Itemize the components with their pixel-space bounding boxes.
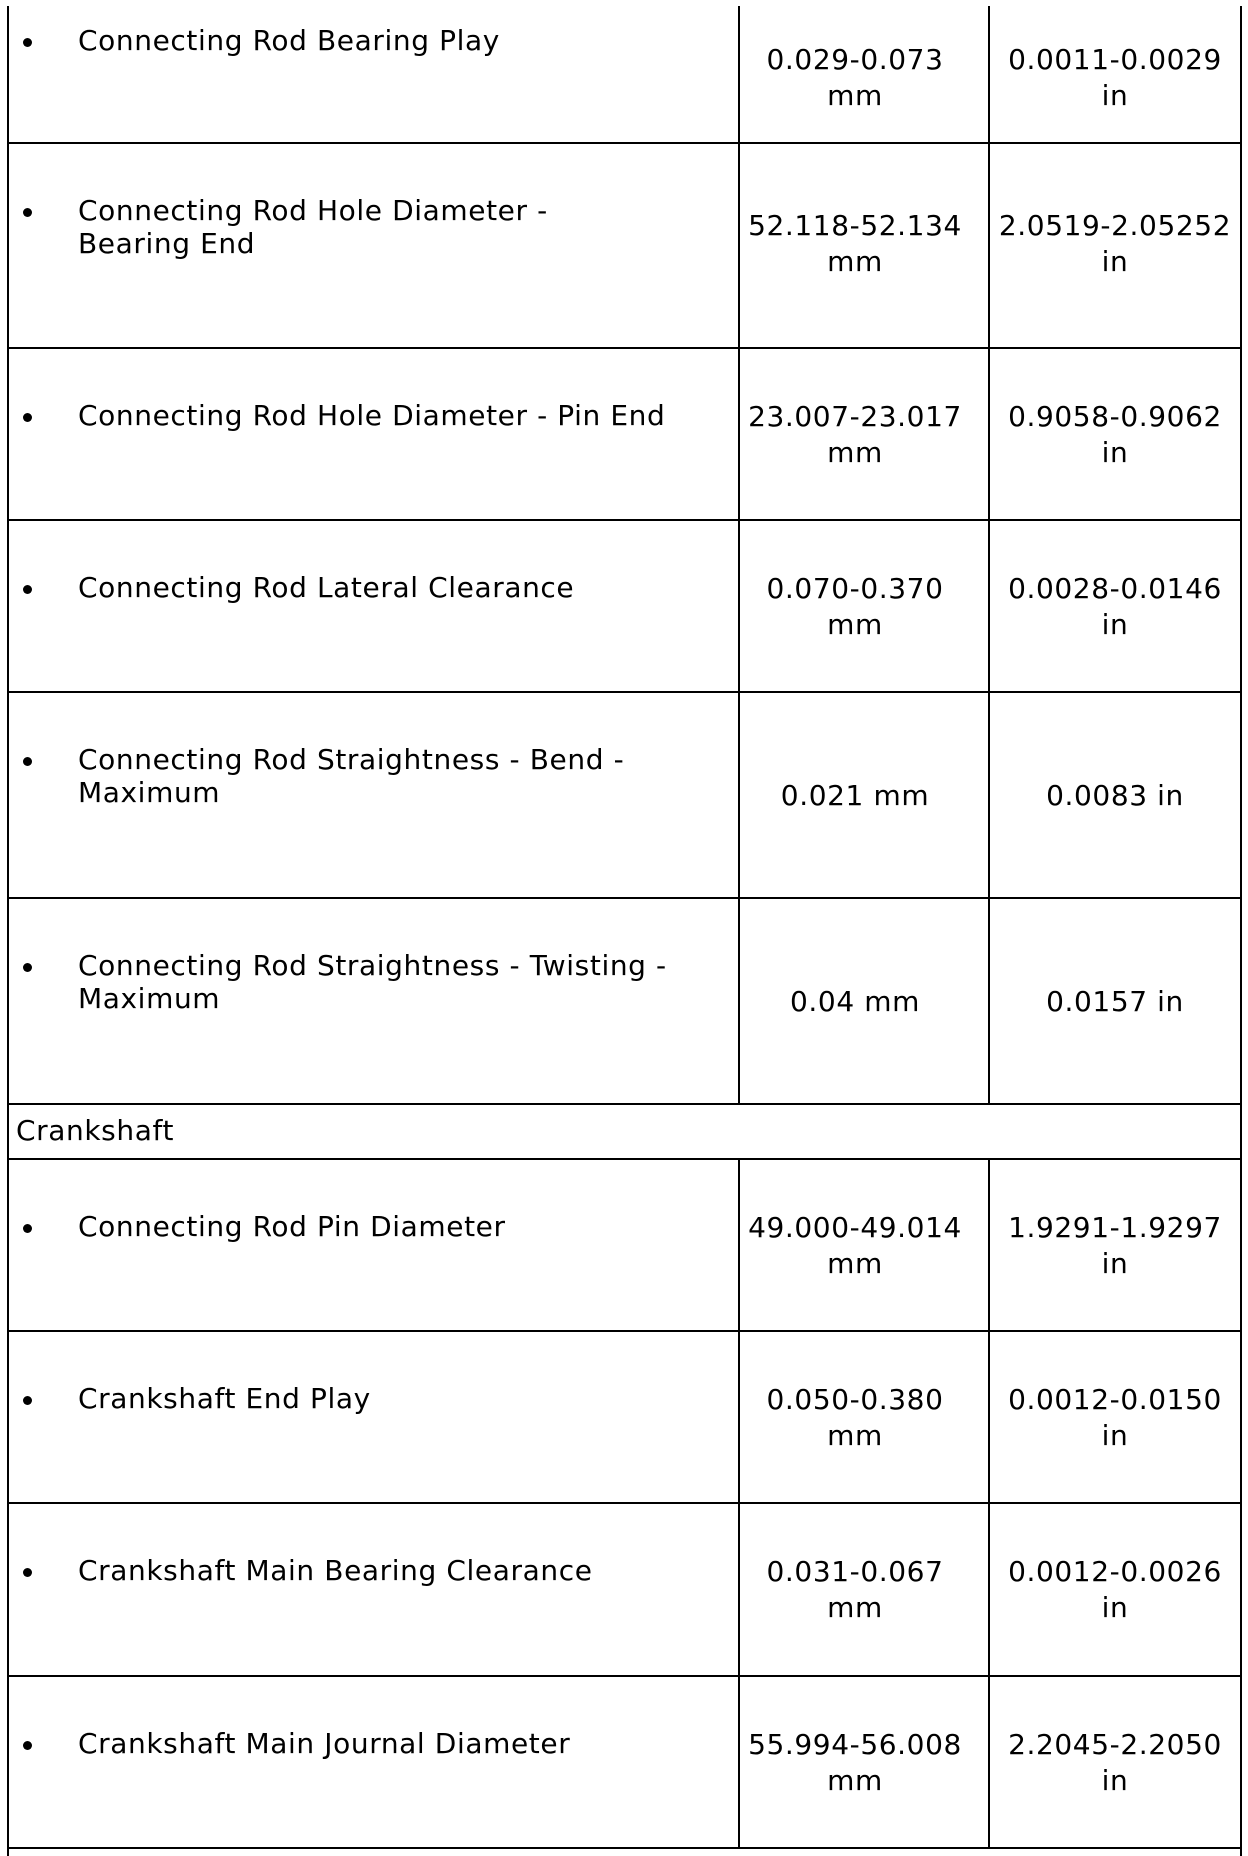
- table-row: [0, 1160, 1248, 1330]
- bullet-icon: [23, 963, 32, 972]
- spec-label: Connecting Rod Straightness - Twisting - Maximum: [78, 949, 667, 1015]
- spec-label: Connecting Rod Pin Diameter: [78, 1210, 506, 1243]
- row-divider: [8, 1847, 1242, 1849]
- table-row: [0, 899, 1248, 1103]
- spec-label: Connecting Rod Lateral Clearance: [78, 571, 575, 604]
- spec-label: Crankshaft Main Bearing Clearance: [78, 1554, 593, 1587]
- metric-value: 0.021 mm: [780, 779, 930, 812]
- bullet-icon: [23, 208, 32, 217]
- table-row: [0, 521, 1248, 691]
- bullet-icon: [23, 1568, 32, 1577]
- spec-label: Crankshaft Main Journal Diameter: [78, 1727, 571, 1760]
- table-row: [0, 1677, 1248, 1847]
- metric-value: 49.000-49.014 mm: [748, 1211, 962, 1280]
- spec-label: Connecting Rod Straightness - Bend - Maximum: [78, 743, 625, 809]
- bullet-icon: [23, 413, 32, 422]
- bullet-icon: [23, 1224, 32, 1233]
- table-row: [0, 349, 1248, 519]
- metric-value: 0.031-0.067 mm: [766, 1555, 944, 1624]
- imperial-value: 0.0157 in: [1046, 985, 1184, 1018]
- imperial-value: 1.9291-1.9297 in: [1008, 1211, 1222, 1280]
- metric-value: 0.050-0.380 mm: [766, 1383, 944, 1452]
- table-row: [0, 6, 1248, 142]
- table-row: [0, 1332, 1248, 1502]
- spec-label: Connecting Rod Hole Diameter - Pin End: [78, 399, 666, 432]
- metric-value: 55.994-56.008 mm: [748, 1728, 962, 1797]
- bullet-icon: [23, 1396, 32, 1405]
- metric-value: 0.04 mm: [790, 985, 920, 1018]
- imperial-value: 0.0012-0.0150 in: [1008, 1383, 1222, 1452]
- imperial-value: 0.0012-0.0026 in: [1008, 1555, 1222, 1624]
- metric-value: 23.007-23.017 mm: [748, 400, 962, 469]
- bullet-icon: [23, 38, 32, 47]
- bullet-icon: [23, 757, 32, 766]
- metric-value: 0.029-0.073 mm: [766, 43, 944, 112]
- spec-label: Connecting Rod Bearing Play: [78, 24, 500, 57]
- imperial-value: 0.0028-0.0146 in: [1008, 572, 1222, 641]
- imperial-value: 0.0083 in: [1046, 779, 1184, 812]
- imperial-value: 0.0011-0.0029 in: [1008, 43, 1222, 112]
- spec-label: Crankshaft End Play: [78, 1382, 371, 1415]
- row-divider: [8, 1103, 1242, 1105]
- bullet-icon: [23, 585, 32, 594]
- table-row: [0, 144, 1248, 347]
- metric-value: 0.070-0.370 mm: [766, 572, 944, 641]
- table-row: [0, 693, 1248, 897]
- metric-value: 52.118-52.134 mm: [748, 209, 962, 278]
- imperial-value: 0.9058-0.9062 in: [1008, 400, 1222, 469]
- table-row: [0, 1504, 1248, 1675]
- imperial-value: 2.0519-2.05252 in: [998, 209, 1232, 278]
- bullet-icon: [23, 1741, 32, 1750]
- imperial-value: 2.2045-2.2050 in: [1008, 1728, 1222, 1797]
- spec-label: Connecting Rod Hole Diameter - Bearing End: [78, 194, 548, 260]
- section-title-crankshaft: Crankshaft: [16, 1114, 175, 1147]
